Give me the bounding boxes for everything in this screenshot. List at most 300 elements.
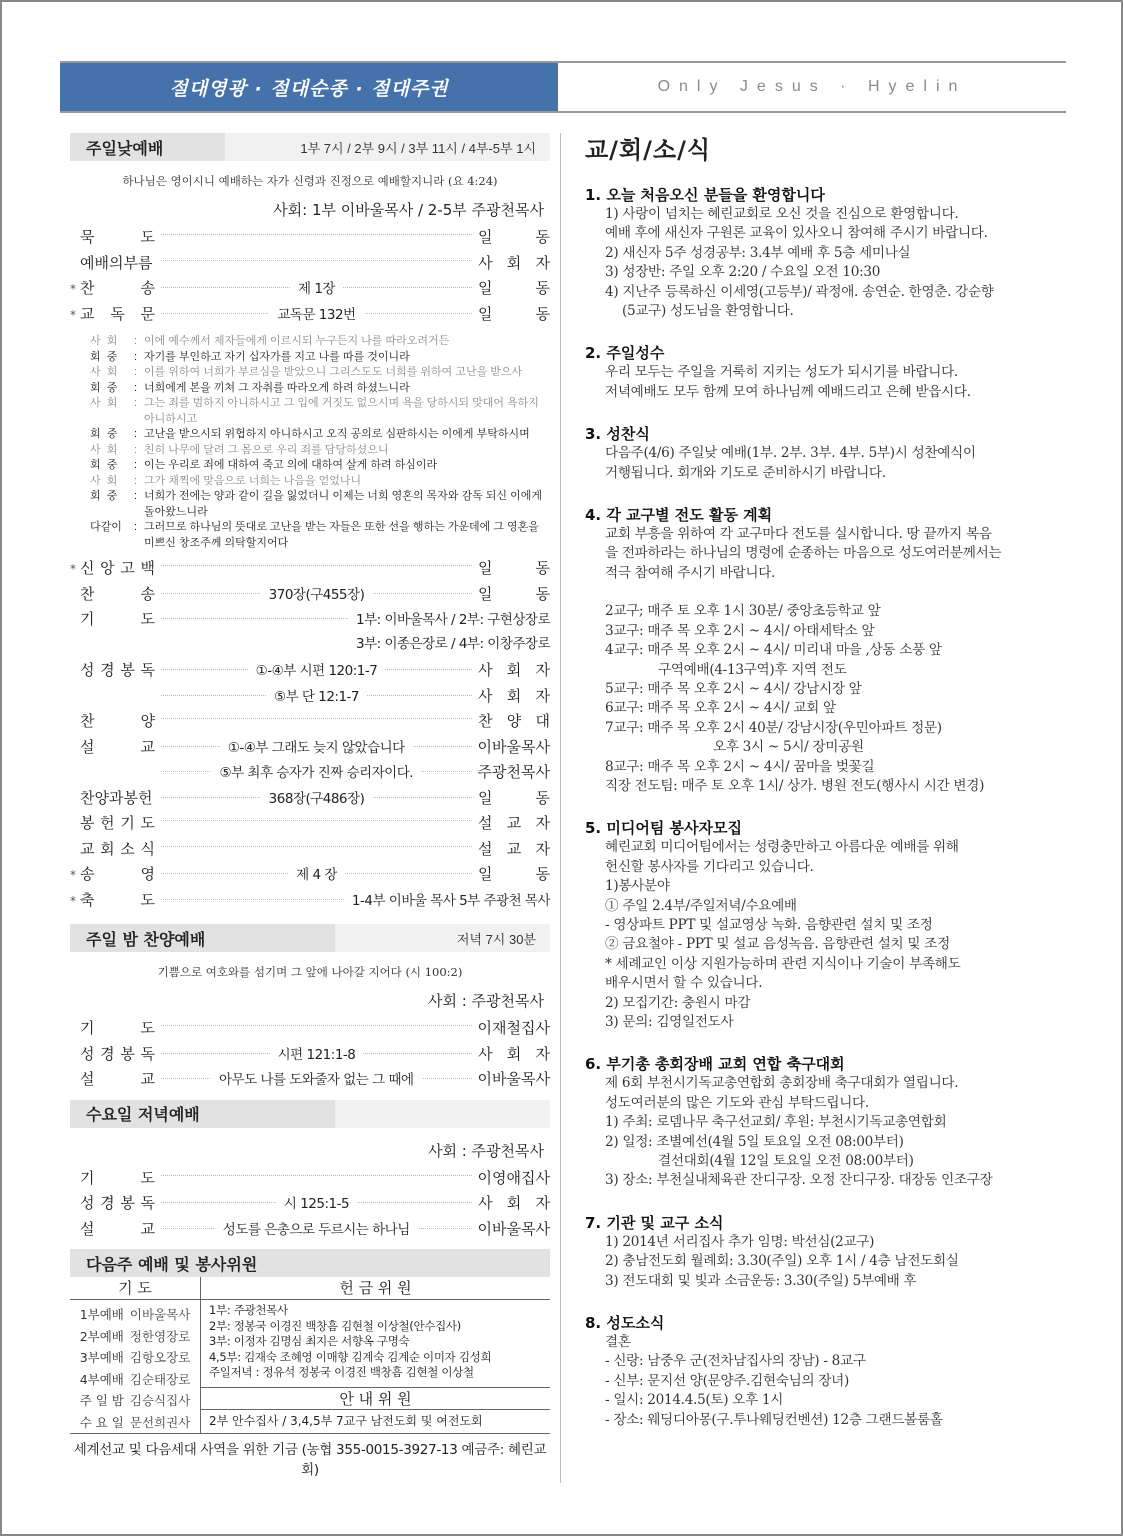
news-line: 혜린교회 미디어팀에서는 성령충만하고 아름다운 예배를 위해	[605, 839, 959, 856]
litany-colon: :	[134, 366, 138, 378]
order-row	[70, 557, 550, 583]
prayer-service: 주 일 밤	[79, 1393, 124, 1408]
litany-colon: :	[134, 521, 138, 533]
order-value: 아무도 나를 도와줄자 없는 그 때에	[211, 1068, 422, 1088]
prayer-row	[70, 1412, 200, 1434]
order-leader	[478, 659, 550, 680]
news-line: ① 주일 2.4부/주일저녁/수요예배	[605, 897, 797, 914]
order-label-char: 봉	[120, 1044, 135, 1063]
litany-speaker: 회 중	[90, 350, 118, 363]
order-leader-char: 동	[535, 865, 550, 883]
news-item	[585, 343, 1070, 402]
order-leader-char: 회	[506, 1194, 522, 1212]
order-leader-char: 자	[535, 661, 550, 679]
litany-colon: :	[134, 459, 138, 471]
news-line: 성도여러분의 많은 기도와 관심 부탁드립니다.	[605, 1094, 869, 1111]
order-label-char: 문	[140, 304, 155, 323]
litany-text: 그러므로 하나님의 뜻대로 고난을 받는 자들은 또한 선을 행하는 가운데에 그 영혼을 미쁘신 창조주께 의탁할지어다	[144, 521, 539, 549]
order-detail	[161, 1220, 472, 1236]
column-divider	[560, 133, 561, 1483]
order-leader: 이바울목사	[477, 1070, 550, 1088]
offering-list	[201, 1300, 551, 1388]
order-label-char: 교	[140, 1219, 155, 1238]
order-label-char: 도	[140, 228, 155, 246]
news-line: 3) 전도대회 및 빛과 소금운동: 3.30(주일) 5부예배 후	[605, 1272, 917, 1289]
order-label	[80, 608, 155, 629]
prayer-service: 수 요 일	[79, 1414, 124, 1430]
offering-row: 3부: 이정자 김명심 최지은 서향옥 구명숙	[209, 1334, 410, 1348]
order-label-char: 앙	[100, 559, 115, 577]
order-label	[80, 812, 155, 833]
leader-dots	[161, 1025, 472, 1026]
order-leader-char: 교	[506, 814, 522, 832]
order-detail	[161, 557, 472, 573]
order-leader: 이바울목사	[477, 737, 550, 756]
news-line: 3) 성장반: 주일 오후 2:20 / 수요일 오전 10:30	[605, 264, 881, 281]
order-detail	[161, 710, 472, 726]
order-label-char: 기	[80, 1019, 95, 1037]
order-value: 교독문 132번	[269, 303, 363, 323]
responsive-reading	[90, 334, 550, 551]
order-row	[70, 252, 550, 278]
order-detail	[161, 1045, 472, 1061]
order-value: 제 1장	[290, 277, 343, 297]
order-label-char: 봉	[120, 661, 135, 679]
news-item	[585, 1313, 1070, 1430]
order-label-char: 도	[140, 814, 155, 832]
litany-line	[90, 396, 550, 427]
order-value: ①-④부 그래도 늦지 않았습니다	[220, 736, 413, 756]
order-value: 1-4부 이바울 목사 5부 주광천 목사	[344, 889, 550, 909]
news-line: (5교구) 성도님을 환영합니다.	[622, 303, 794, 320]
order-label	[80, 787, 155, 808]
sunday-service-presider: 사회: 1부 이바울목사 / 2-5부 주광천목사	[273, 201, 544, 219]
prayer-column-head: 기 도	[70, 1277, 201, 1300]
order-value: ①-④부 시편 120:1-7	[248, 659, 386, 679]
evening-service-title: 주일 밤 찬양예배	[70, 924, 335, 952]
order-detail	[161, 226, 472, 242]
news-line: 결선대회(4월 12일 토요일 오전 08:00부터)	[658, 1153, 914, 1170]
news-line: - 영상파트 PPT 및 설교영상 녹화. 음향관련 설치 및 조정	[605, 916, 933, 933]
required-star: *	[70, 307, 76, 322]
litany-text: 이에 예수께서 제자들에게 이르시되 누구든지 나를 따라오려거든	[144, 335, 450, 347]
order-detail	[161, 1167, 472, 1183]
leader-dots	[161, 846, 472, 847]
litany-speaker: 사 회	[90, 443, 118, 456]
order-value: 제 4 장	[288, 863, 345, 883]
order-label	[80, 1068, 155, 1089]
news-line: 1)봉사분야	[605, 878, 670, 895]
order-label-char: 봉	[120, 1194, 135, 1212]
order-label-char: 독	[140, 661, 155, 679]
news-line: 제 6회 부천시기독교총연합회 총회장배 축구대회가 열립니다.	[605, 1075, 959, 1092]
order-leader-char: 회	[506, 253, 522, 272]
order-label	[80, 736, 155, 757]
evening-order	[70, 1017, 550, 1094]
order-label-char: 기	[80, 610, 95, 628]
litany-text: 친히 나무에 달려 그 몸으로 우리 죄를 담당하셨으니	[144, 443, 389, 456]
litany-text: 그는 죄를 범하지 아니하시고 그 입에 거짓도 없으시며 욕을 당하시되 맞대어 욕하지 아니하시고	[144, 397, 539, 425]
news-line: 6교구: 매주 목 오후 2시 ~ 4시/ 교회 앞	[605, 700, 836, 717]
order-detail	[161, 634, 550, 650]
order-label-char: 교	[80, 304, 95, 323]
order-value: 1부: 이바울목사 / 2부: 구현상장로	[348, 608, 550, 628]
order-label-char: 기	[80, 1168, 95, 1187]
order-label	[80, 1192, 155, 1213]
litany-text: 이는 우리로 죄에 대하여 죽고 의에 대하여 살게 하려 하심이라	[144, 459, 438, 471]
order-leader-char: 사	[478, 686, 493, 705]
litany-line	[90, 365, 550, 381]
order-leader-char: 설	[478, 839, 493, 858]
evening-service-verse: 기쁨으로 여호와를 섬기며 그 앞에 나아갈 지어다 (시 100:2)	[157, 965, 463, 979]
order-label	[80, 1043, 155, 1064]
litany-line	[90, 443, 550, 459]
order-detail	[161, 789, 472, 805]
order-leader-char: 회	[506, 1044, 522, 1063]
news-line: 거행됩니다. 회개와 기도로 준비하시기 바랍니다.	[605, 464, 886, 481]
news-item	[585, 818, 1070, 1032]
news-line: 3) 문의: 김영일전도사	[605, 1014, 734, 1030]
news-body	[585, 1233, 1070, 1291]
litany-text: 너희가 전에는 양과 같이 길을 잃었더니 이제는 너희 영혼의 목자와 감독 되신 이에게 돌아왔느니라	[144, 490, 542, 518]
wednesday-service-header	[70, 1100, 550, 1128]
order-detail	[161, 252, 472, 268]
news-heading: 1. 오늘 처음오신 분들을 환영합니다	[585, 186, 825, 204]
news-line: 1) 주최: 로뎀나무 축구선교회/ 후원: 부천시기독교총연합회	[605, 1114, 947, 1131]
news-item	[585, 505, 1070, 796]
order-label	[80, 838, 155, 859]
news-heading: 6. 부기총 총회장배 교회 연합 축구대회	[585, 1055, 845, 1074]
order-leader	[478, 226, 550, 247]
news-line: 저녁예배도 모두 함께 모여 하나님께 예배드리고 은혜 받읍시다.	[605, 383, 971, 400]
order-label-char: 헌	[100, 814, 115, 832]
litany-line	[90, 474, 550, 490]
order-value: 시편 121:1-8	[270, 1043, 364, 1063]
order-leader-char: 일	[478, 788, 493, 807]
order-leader-char: 동	[535, 279, 550, 297]
news-body	[585, 525, 1070, 796]
order-value: 3부: 이종은장로 / 4부: 이창주장로	[348, 632, 550, 652]
order-label	[80, 277, 155, 298]
order-row	[70, 863, 550, 889]
order-leader-char: 자	[535, 253, 550, 272]
leader-dots	[161, 565, 472, 566]
news-line: 5교구: 매주 목 오후 2시 ~ 4시/ 강남시장 앞	[605, 680, 862, 697]
litany-colon: :	[134, 490, 138, 502]
news-heading: 2. 주일성수	[585, 344, 665, 363]
order-row	[70, 787, 550, 813]
next-week-table	[70, 1277, 550, 1433]
order-label	[80, 710, 155, 731]
sunday-service-verse: 하나님은 영이시니 예배하는 자가 신령과 진정으로 예배할지니라 (요 4:24)	[122, 174, 498, 188]
news-item	[585, 1213, 1070, 1291]
offering-row: 4,5부: 김재숙 조혜영 이매향 김계숙 김계순 이미자 김성희	[209, 1349, 492, 1364]
worship-order-column	[70, 133, 550, 1478]
order-row	[70, 761, 550, 787]
litany-colon: :	[134, 381, 138, 394]
litany-speaker: 회 중	[90, 428, 118, 440]
order-leader-char: 동	[535, 559, 550, 577]
news-item	[585, 424, 1070, 483]
order-label-char: 찬양과봉헌	[80, 788, 153, 807]
news-line: 오후 3시 ~ 5시/ 장미공원	[713, 739, 864, 756]
order-leader-char: 자	[535, 1194, 550, 1212]
order-row	[70, 736, 550, 762]
sunday-service-title: 주일낮예배	[70, 133, 225, 161]
news-line: 2) 모집기간: 충원시 마감	[605, 994, 751, 1011]
litany-speaker: 다같이	[90, 521, 122, 533]
order-label-char: 설	[80, 1219, 95, 1238]
wednesday-order	[70, 1167, 550, 1244]
order-row	[70, 1218, 550, 1244]
order-label-char: 회	[100, 839, 115, 858]
next-week-header	[70, 1249, 550, 1277]
litany-text: 너희에게 본을 끼쳐 그 자취를 따라오게 하려 하셨느니라	[144, 381, 410, 394]
next-week-title: 다음주 예배 및 봉사위원	[70, 1249, 273, 1277]
offering-row: 2부: 정봉국 이경진 백창흠 김현철 이상철(안수집사)	[209, 1318, 461, 1333]
news-heading: 8. 성도소식	[585, 1314, 665, 1333]
news-body	[585, 444, 1070, 483]
news-list	[585, 185, 1070, 1430]
offering-row: 주일저녁 : 정유석 정봉국 이경진 백창흠 김현철 이상철	[209, 1365, 474, 1379]
order-detail	[161, 865, 472, 881]
news-line: 결혼	[605, 1334, 631, 1351]
news-line: - 일시: 2014.4.5(토) 오후 1시	[605, 1392, 784, 1409]
litany-line	[90, 334, 550, 350]
order-label-char: 백	[140, 559, 155, 577]
order-label	[80, 226, 155, 247]
order-leader	[478, 710, 550, 731]
order-row	[70, 1017, 550, 1043]
order-label-char: 도	[140, 1019, 155, 1037]
news-line: 구역예배(4-13구역)후 지역 전도	[658, 661, 847, 678]
order-leader	[478, 252, 550, 273]
litany-colon: :	[134, 397, 138, 409]
order-leader	[478, 812, 550, 833]
order-label	[80, 252, 155, 273]
order-leader-char: 찬	[478, 712, 493, 730]
evening-service-presider: 사회 : 주광천목사	[427, 992, 544, 1010]
news-line: 2) 일정: 조별예선(4월 5일 토요일 오전 08:00부터)	[605, 1133, 904, 1150]
order-label	[80, 303, 155, 324]
order-label	[80, 1218, 155, 1239]
required-star: *	[70, 868, 76, 882]
order-label-char: 도	[140, 610, 155, 628]
order-leader-char: 사	[478, 1194, 493, 1212]
order-label-char: 기	[120, 814, 135, 832]
news-line: 1) 사랑이 넘치는 혜린교회로 오신 것을 진심으로 환영합니다.	[605, 206, 959, 222]
order-row	[70, 583, 550, 609]
news-title: 교/회/소/식	[585, 136, 712, 164]
news-line: 예배 후에 새신자 구원론 교육이 있사오니 참여해 주시기 바랍니다.	[605, 225, 988, 242]
news-line: - 장소: 웨딩디아몽(구.투나웨딩컨벤션) 12층 그랜드볼룸홀	[605, 1411, 943, 1428]
order-row	[70, 889, 550, 915]
news-line: 1) 2014년 서리집사 추가 임명: 박선심(2교구)	[605, 1233, 875, 1250]
order-value: 368장(구486장)	[261, 787, 373, 807]
news-body	[585, 838, 1070, 1032]
order-label-char: 송	[80, 865, 95, 883]
order-label	[80, 863, 155, 884]
offering-column-head: 헌 금 위 원	[201, 1277, 551, 1300]
news-line: - 신부: 문지선 양(문양주.김현숙님의 장녀)	[605, 1372, 849, 1389]
order-leader-char: 설	[478, 814, 493, 832]
order-leader-char: 동	[535, 584, 550, 603]
order-detail	[161, 610, 550, 626]
order-leader: 이재철집사	[477, 1019, 550, 1037]
prayer-name: 정한영장로	[129, 1328, 191, 1344]
order-leader-char: 자	[535, 686, 550, 705]
order-row	[70, 226, 550, 252]
prayer-name: 문선희권사	[129, 1414, 191, 1430]
prayer-name: 이바울목사	[129, 1307, 191, 1322]
offering-row: 1부: 주광천목사	[209, 1303, 288, 1317]
order-detail	[161, 738, 472, 754]
required-star: *	[70, 893, 76, 908]
litany-text: 고난을 받으시되 위협하지 아니하시고 오직 공의로 심판하시는 이에게 부탁하시며	[144, 428, 530, 440]
order-leader-char: 동	[535, 228, 550, 246]
order-row	[70, 659, 550, 685]
order-label-char: 영	[140, 865, 155, 883]
news-item	[585, 185, 1070, 321]
order-label-char: 도	[140, 1168, 155, 1187]
news-line: 4교구: 매주 목 오후 2시 ~ 4시/ 미리내 마을 ,상동 소풍 앞	[605, 642, 942, 659]
evening-service-times: 저녁 7시 30분	[456, 931, 536, 947]
order-label-char: 성	[80, 1194, 95, 1212]
news-body	[585, 205, 1070, 321]
litany-line	[90, 458, 550, 474]
litany-speaker: 회 중	[90, 381, 118, 394]
order-label-char: 교	[140, 1070, 155, 1088]
order-label-char: 설	[80, 1070, 95, 1088]
order-value: ⑤부 최후 승자가 진짜 승리자이다.	[211, 761, 421, 781]
order-detail	[161, 1194, 472, 1210]
litany-text: 이를 위하여 너희가 부르심을 받았으니 그리스도도 너희를 위하여 고난을 받으사	[144, 366, 523, 378]
litany-colon: :	[134, 350, 138, 363]
litany-colon: :	[134, 335, 138, 347]
order-leader	[478, 1043, 550, 1064]
order-row	[70, 685, 550, 711]
prayer-row	[70, 1369, 200, 1391]
litany-line	[90, 520, 550, 551]
news-line: 교회 부흥을 위하여 각 교구마다 전도를 실시합니다. 땅 끝까지 복음	[605, 526, 992, 543]
litany-speaker: 회 중	[90, 459, 118, 471]
news-line: 을 전파하라는 하나님의 명령에 순종하는 마음으로 성도여러분께서는	[605, 545, 1002, 562]
order-leader: 이영애집사	[477, 1168, 550, 1187]
order-label-char: 축	[80, 890, 95, 909]
order-leader-char: 일	[478, 279, 493, 297]
order-detail	[161, 1017, 472, 1033]
order-label	[80, 583, 155, 604]
order-detail	[161, 687, 472, 703]
order-leader	[478, 277, 550, 298]
news-line: 적극 참여해 주시기 바랍니다.	[605, 564, 776, 581]
order-label-char: 설	[80, 737, 95, 756]
news-item	[585, 1054, 1070, 1190]
church-motto: 절대영광 · 절대순종 · 절대주권	[60, 63, 558, 111]
order-detail	[161, 661, 472, 677]
order-label-char: 찬	[80, 584, 95, 603]
order-label-char: 성	[80, 1044, 95, 1063]
order-leader	[478, 557, 550, 578]
order-value: 시 125:1-5	[276, 1192, 357, 1212]
order-leader	[478, 583, 550, 604]
order-row	[70, 608, 550, 634]
order-label-char: 도	[140, 890, 155, 909]
news-line: 8교구: 매주 목 오후 2시 ~ 4시/ 꿈마을 벚꽃길	[605, 758, 875, 775]
prayer-row	[70, 1390, 200, 1412]
order-value: 성도를 은총으로 두르시는 하나님	[215, 1218, 418, 1238]
order-label-char: 고	[120, 559, 135, 577]
prayer-row	[70, 1347, 200, 1369]
order-label-char: 송	[140, 279, 155, 297]
order-row	[70, 634, 550, 660]
order-leader-char: 일	[478, 865, 493, 883]
order-leader-char: 자	[535, 814, 550, 832]
order-value: 370장(구455장)	[261, 583, 373, 603]
order-leader	[478, 1192, 550, 1213]
order-leader-char: 교	[506, 839, 522, 858]
order-leader-char: 일	[478, 559, 493, 577]
sunday-service-times: 1부 7시 / 2부 9시 / 3부 11시 / 4부-5부 1시	[300, 140, 536, 156]
litany-line	[90, 350, 550, 366]
order-label-char: 송	[140, 584, 155, 603]
order-leader-char: 회	[506, 686, 522, 705]
prayer-name: 김순태장로	[129, 1371, 191, 1387]
news-line: 4) 지난주 등록하신 이세영(고등부)/ 곽정애. 송연순. 한영춘. 강순향	[605, 283, 994, 300]
order-leader-char: 동	[535, 304, 550, 323]
order-row	[70, 1167, 550, 1193]
order-detail	[161, 279, 472, 295]
news-line: 3) 장소: 부천실내체육관 잔디구장. 오정 잔디구장. 대장동 인조구장	[605, 1172, 993, 1189]
order-detail	[161, 763, 472, 779]
leader-dots	[161, 260, 472, 261]
leader-dots	[161, 1175, 472, 1176]
order-leader-char: 회	[506, 661, 522, 679]
leader-dots	[161, 718, 472, 719]
news-body	[585, 363, 1070, 402]
usher-body: 2부 안수집사 / 3,4,5부 7교구 남전도회 및 여전도회	[209, 1414, 483, 1429]
wednesday-service-title: 수요일 저녁예배	[70, 1100, 335, 1128]
prayer-service: 1부예배	[79, 1307, 124, 1322]
order-leader-char: 자	[535, 839, 550, 858]
order-leader-char: 양	[506, 712, 522, 730]
litany-speaker: 사 회	[90, 366, 118, 378]
order-label-char: 교	[80, 839, 95, 858]
litany-speaker: 사 회	[90, 474, 118, 487]
news-line: 3교구: 매주 목 오후 2시 ~ 4시/ 아태세탁소 앞	[605, 622, 875, 639]
litany-speaker: 사 회	[90, 397, 118, 409]
order-row	[70, 710, 550, 736]
mission-fund-notice: 세계선교 및 다음세대 사역을 위한 기금 (농협 355-0015-3927-13 예금주: 혜린교회)	[70, 1433, 550, 1478]
litany-line	[90, 381, 550, 397]
evening-service-header	[70, 924, 550, 952]
order-leader	[478, 863, 550, 884]
order-detail	[161, 1070, 472, 1086]
news-column	[585, 130, 1070, 1452]
news-heading: 3. 성찬식	[585, 425, 650, 444]
order-row	[70, 812, 550, 838]
litany-speaker: 사 회	[90, 335, 118, 347]
litany-speaker: 회 중	[90, 490, 118, 502]
order-label-char: 소	[120, 839, 135, 858]
news-body	[585, 1074, 1070, 1190]
news-heading: 7. 기관 및 교구 소식	[585, 1213, 724, 1232]
order-label-char: 독	[140, 1044, 155, 1063]
order-label-char: 독	[140, 1194, 155, 1212]
prayer-row	[70, 1326, 200, 1348]
wednesday-service-presider: 사회 : 주광천목사	[427, 1141, 544, 1160]
order-label-char: 식	[140, 839, 155, 858]
